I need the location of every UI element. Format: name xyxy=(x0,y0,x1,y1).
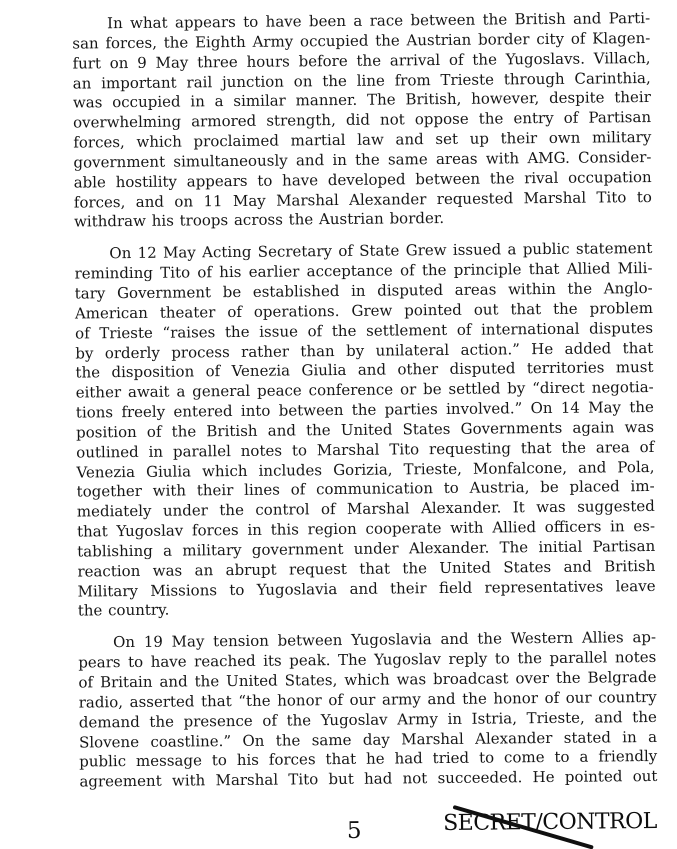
text-line: outlined in parallel notes to Marshal Tito requesting that the area of xyxy=(76,437,655,462)
text-line: Venezia Giulia which includes Gorizia, Trieste, Monfalcone, and Pola, xyxy=(76,457,655,482)
text-line: Slovene coastline.” On the same day Marshal Alexander stated in a xyxy=(78,727,658,752)
text-line: of Trieste “raises the issue of the settlement of international disputes xyxy=(75,318,654,343)
text-line: position of the British and the United States Governments again was xyxy=(75,417,655,442)
text-line: forces, and on 11 May Marshal Alexander requested Marshal Tito to xyxy=(73,187,652,212)
paragraph xyxy=(78,628,657,792)
page-number: 5 xyxy=(346,817,362,844)
text-line: was occupied in a similar manner. The British, however, despite their xyxy=(72,88,651,112)
text-line: demand the presence of the Yugoslav Army in Istria, Trieste, and the xyxy=(78,707,657,732)
text-line: of Britain and the United States, which was broadcast over the Belgrade xyxy=(78,667,657,692)
text-line: reaction was an abrupt request that the United States and British xyxy=(77,556,656,581)
paragraph xyxy=(74,239,656,622)
text-line: tary Government be established in disputed areas within the Anglo- xyxy=(74,278,653,303)
text-line: American theater of operations. Grew pointed out that the problem xyxy=(74,298,653,323)
text-line: radio, asserted that “the honor of our army and the honor of our country xyxy=(78,687,657,712)
text-line: public message to his forces that he had tried to come to a friendly xyxy=(79,747,658,771)
body-text xyxy=(72,9,658,805)
text-line: On 19 May tension between Yugoslavia and the Western Allies ap- xyxy=(112,628,657,652)
text-line: reminding Tito of his earlier acceptance of the principle that Allied Mili- xyxy=(74,259,653,283)
text-line: together with their lines of communication to Austria, be placed im- xyxy=(76,477,655,501)
text-line: the disposition of Venezia Giulia and other disputed territories must xyxy=(75,358,654,382)
text-line: the country. xyxy=(77,601,170,620)
text-line: an important rail junction on the line from Trieste through Carinthia, xyxy=(72,68,651,93)
paragraph xyxy=(72,9,652,233)
text-line: either await a general peace conference or be settled by “direct negotia- xyxy=(75,378,654,402)
text-line: mediately under the control of Marshal Alexander. It was suggested xyxy=(76,497,655,521)
text-line: agreement with Marshal Tito but had not succeeded. He pointed out xyxy=(79,767,658,791)
classification-stamp: SECRET/CONTROL xyxy=(443,808,657,837)
text-line: tions freely entered into between the parties involved.” On 14 May the xyxy=(75,398,654,422)
text-line: Military Missions to Yugoslavia and their field representatives leave xyxy=(77,576,656,601)
text-line: withdraw his troops across the Austrian border. xyxy=(73,209,445,231)
text-line: that Yugoslav forces in this region cooperate with Allied officers in es- xyxy=(76,517,656,541)
text-line: overwhelming armored strength, did not oppose the entry of Partisan xyxy=(73,108,652,132)
text-line: In what appears to have been a race between the British and Parti- xyxy=(107,8,651,33)
text-line: furt on 9 May three hours before the arrival of the Yugoslavs. Villach, xyxy=(72,48,651,73)
text-line: forces, which proclaimed martial law and set up their own military xyxy=(73,128,652,152)
text-line: pears to have reached its peak. The Yugoslav reply to the parallel notes xyxy=(78,648,657,672)
text-line: government simultaneously and in the same areas with AMG. Consider- xyxy=(73,147,652,172)
text-line: tablishing a military government under Alexander. The initial Partisan xyxy=(77,536,656,561)
text-line: by orderly process rather than by unilateral action.” He added that xyxy=(75,338,654,363)
text-line: On 12 May Acting Secretary of State Grew issued a public statement xyxy=(109,239,653,263)
text-line: san forces, the Eighth Army occupied the Austrian border city of Klagen- xyxy=(72,28,651,53)
text-line: able hostility appears to have developed between the rival occupation xyxy=(73,167,652,192)
